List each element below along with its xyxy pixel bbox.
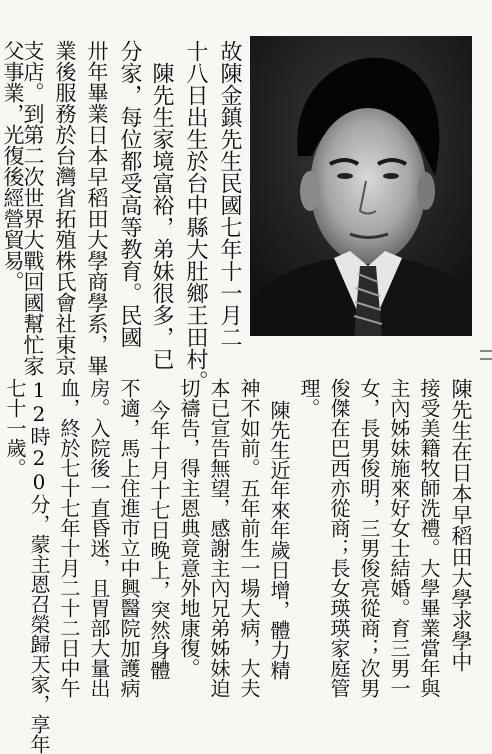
top-column-4: 分家，每位都受高等教育。民國 [117, 40, 142, 348]
bottom-column-14: 血，終於七十七年十月二十二日中午 [57, 378, 81, 698]
bottom-column-3: 主內姊妹施來好女士結婚。育三男一 [387, 378, 411, 698]
portrait-image [250, 36, 472, 336]
bottom-column-6: 理。 [297, 378, 321, 418]
bottom-column-11: 今年十月十七日晚上，突然身體 [147, 400, 171, 680]
bottom-column-7: 陳先生近年來年歲日增，體力精 [267, 400, 291, 680]
portrait-photo [250, 36, 472, 336]
bottom-column-4: 女，長男俊明，三男俊亮從商；次男 [357, 378, 381, 698]
bottom-column-2: 接受美籍牧師洗禮。大學畢業當年與 [417, 378, 441, 698]
bottom-column-16: 七十一歲。 [3, 378, 27, 478]
scan-mark [480, 358, 492, 360]
top-column-8: 父事業，光復後經營貿易。 [1, 40, 25, 292]
bottom-column-5: 俊傑在巴西亦從商；長女瑛瑛家庭管 [327, 378, 351, 698]
top-column-2: 十八日出生於台中縣大肚鄉王田村。 [183, 40, 208, 392]
top-column-6: 業後服務於台灣省拓殖株氏會社東京 [53, 40, 77, 376]
top-column-7: 支店。到第二次世界大戰回國幫忙家 [21, 40, 45, 376]
top-column-3: 陳先生家境富裕，弟妹很多，已 [149, 62, 174, 370]
top-column-5: 卅年畢業日本早稻田大學商學系，畢 [85, 40, 109, 376]
bottom-column-9: 本已宣告無望，感謝主內兄弟姊妹迫 [207, 378, 231, 698]
bottom-column-8: 神不如前。五年前生一場大病，大夫 [237, 378, 261, 698]
top-column-1: 故陳金鎮先生民國七年十一月二 [217, 40, 242, 348]
bottom-column-13: 房。入院後一直昏迷，且胃部大量出 [87, 378, 111, 698]
bottom-column-10: 切禱告，得主恩典竟意外地康復。 [177, 378, 201, 678]
scan-mark [480, 350, 492, 352]
bottom-column-15: 12時20分，蒙主恩召榮歸天家，享年 [27, 378, 51, 754]
bottom-column-12: 不適，馬上住進市立中興醫院加護病 [117, 378, 141, 698]
bottom-column-1: 陳先生在日本早稻田大學求學中 [449, 378, 473, 672]
